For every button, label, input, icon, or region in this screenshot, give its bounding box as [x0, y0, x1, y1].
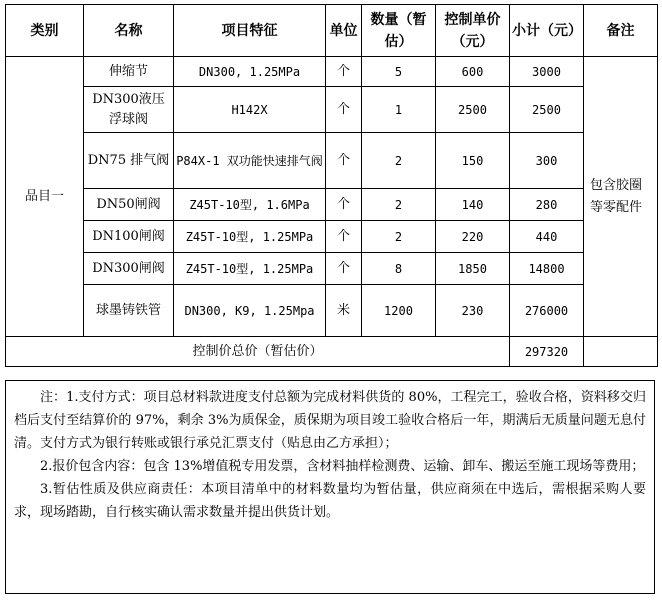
item-unit: 个: [326, 221, 362, 253]
item-unit-price: 140: [436, 189, 510, 221]
item-unit-price: 600: [436, 57, 510, 87]
header-feature: 项目特征: [174, 5, 326, 57]
item-feature: P84X-1 双功能快速排气阀: [174, 133, 326, 189]
note-quote-contents: 2.报价包含内容：包含 13%增值税专用发票，含材料抽样检测费、运输、卸车、搬运至施工现场等费用；: [40, 459, 645, 474]
header-quantity: 数量（暂估）: [362, 5, 436, 57]
item-name: DN50闸阀: [84, 189, 174, 221]
note-payment: 注：1.支付方式：项目总材料款进度支付总额为完成材料供货的 80%，工程完工，验收合格，资料移交归档后支付至结算价的 97%，剩余 3%为质保金，质保期为项目竣工验收合格后一年，期满后无质量问题无息付清。支付方式为银行转账或银行承兑汇票支付（贴息由乙方承担）；: [14, 390, 646, 451]
item-quantity: 2: [362, 189, 436, 221]
item-name: 球墨铸铁管: [84, 285, 174, 337]
header-subtotal: 小计（元）: [510, 5, 584, 57]
item-feature: H142X: [174, 87, 326, 133]
item-feature: Z45T-10型, 1.25MPa: [174, 253, 326, 285]
category-cell: 品目一: [6, 57, 84, 337]
item-unit: 个: [326, 87, 362, 133]
total-remark-cell: [584, 337, 658, 367]
item-unit: 米: [326, 285, 362, 337]
table-row: [6, 253, 658, 285]
remark-cell: 包含胶圈等零配件: [584, 57, 658, 337]
item-subtotal: 300: [510, 133, 584, 189]
header-unit-price: 控制单价（元）: [436, 5, 510, 57]
item-quantity: 2: [362, 221, 436, 253]
item-quantity: 8: [362, 253, 436, 285]
header-category: 类别: [6, 5, 84, 57]
table-row: [6, 221, 658, 253]
table-row: [6, 57, 658, 87]
item-name: DN300闸阀: [84, 253, 174, 285]
total-label: 控制价总价（暂估价）: [6, 337, 510, 367]
total-value: 297320: [510, 337, 584, 367]
item-unit-price: 220: [436, 221, 510, 253]
item-unit: 个: [326, 189, 362, 221]
item-unit-price: 2500: [436, 87, 510, 133]
item-name: DN300液压浮球阀: [84, 87, 174, 133]
item-unit: 个: [326, 57, 362, 87]
item-feature: Z45T-10型, 1.25MPa: [174, 221, 326, 253]
item-quantity: 1200: [362, 285, 436, 337]
price-table: [5, 4, 658, 367]
note-estimate-responsibility: 3.暂估性质及供应商责任：本项目清单中的材料数量均为暂估量，供应商须在中选后，需根据采购人要求，现场踏勘，自行核实确认需求数量并提出供货计划。: [14, 482, 646, 520]
table-row: [6, 133, 658, 189]
item-subtotal: 280: [510, 189, 584, 221]
item-name: DN75 排气阀: [84, 133, 174, 189]
item-subtotal: 440: [510, 221, 584, 253]
item-feature: DN300, K9, 1.25Mpa: [174, 285, 326, 337]
header-row: [6, 5, 658, 57]
item-name: 伸缩节: [84, 57, 174, 87]
item-unit: 个: [326, 253, 362, 285]
item-quantity: 2: [362, 133, 436, 189]
item-subtotal: 276000: [510, 285, 584, 337]
item-unit-price: 230: [436, 285, 510, 337]
item-feature: DN300, 1.25MPa: [174, 57, 326, 87]
item-subtotal: 3000: [510, 57, 584, 87]
table-row: [6, 87, 658, 133]
item-quantity: 5: [362, 57, 436, 87]
item-feature: Z45T-10型, 1.6MPa: [174, 189, 326, 221]
item-name: DN100闸阀: [84, 221, 174, 253]
header-unit: 单位: [326, 5, 362, 57]
item-subtotal: 2500: [510, 87, 584, 133]
item-unit-price: 1850: [436, 253, 510, 285]
header-remark: 备注: [584, 5, 658, 57]
total-row: [6, 337, 658, 367]
item-unit-price: 150: [436, 133, 510, 189]
item-subtotal: 14800: [510, 253, 584, 285]
item-quantity: 1: [362, 87, 436, 133]
header-name: 名称: [84, 5, 174, 57]
notes-section: [5, 380, 655, 594]
table-row: [6, 189, 658, 221]
table-row: [6, 285, 658, 337]
item-unit: 个: [326, 133, 362, 189]
